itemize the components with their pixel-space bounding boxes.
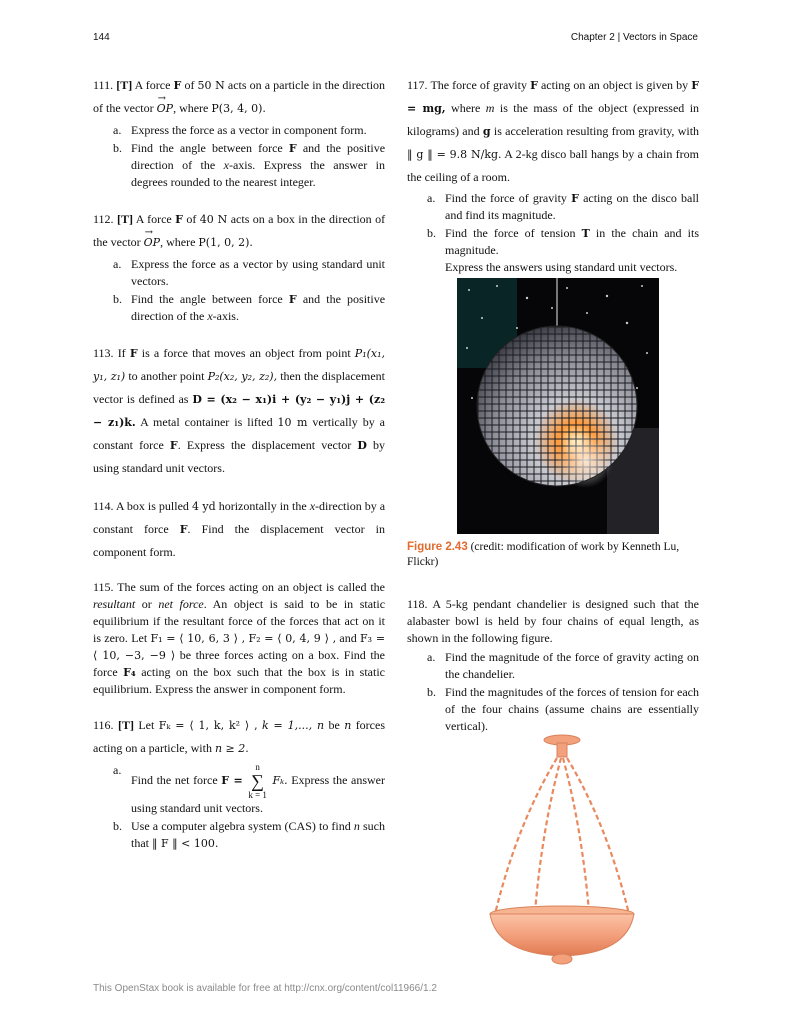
figure-credit: (credit: modification of work by Kenneth Lu, Flickr)	[407, 541, 680, 568]
disco-ball-photo	[457, 278, 659, 534]
subparts	[407, 649, 699, 735]
subparts	[93, 256, 385, 325]
right-column	[407, 74, 699, 974]
exercise-number: 111.	[93, 78, 114, 92]
exercise-number: 118.	[407, 597, 428, 611]
disco-ball-figure	[407, 278, 699, 570]
subparts	[407, 190, 699, 276]
chapter-title: Chapter 2 | Vectors in Space	[570, 32, 698, 43]
subparts	[93, 762, 385, 852]
technology-tag: [T]	[116, 212, 133, 226]
footer-note: This OpenStax book is available for free at http://cnx.org/content/col11966/1.2	[93, 983, 437, 994]
subparts	[93, 122, 385, 191]
page-number: 144	[93, 32, 110, 43]
exercise-number: 112.	[93, 212, 114, 226]
figure-caption	[407, 540, 699, 570]
exercise-111: 111. [T] A force F of 50 N acts on a particle in the direction of the vector → OP, where P(3, 4, 0). a. Express the force as a vector in component form. b. Find the angle between force F and the positive direction of the x-axis. Express the answer in degrees rounded to the nearest integer.	[93, 74, 385, 191]
summation-symbol: n ∑ k = 1	[248, 762, 267, 800]
exercise-115: 115. The sum of the forces acting on an object is called the resultant or net force. An object is said to be in static equilibrium if the resultant force of the forces that act on it is zero. Let F₁ = ⟨ 10, 6, 3 ⟩ , F₂ = ⟨ 0, 4, 9 ⟩ , and F₃ = ⟨ 10, −3, −9 ⟩ be three forces acting on a box. Find the force F₄ acting on the box such that the box is in static equilibrium. Express the answer in component form.	[93, 580, 386, 696]
exercise-number: 117.	[407, 78, 428, 92]
subpart-b: b. Use a computer algebra system (CAS) to find n such that ‖ F ‖ < 100.	[113, 819, 386, 850]
exercise-113: 113. If F is a force that moves an object from point P₁(x₁, y₁, z₁) to another point P₂(x₂, y₂, z₂), then the displacement vector is defined as D = (x₂ − x₁)i + (y₂ − y₁)j + (z₂ − z₁)k. A metal container is lifted 10 m vertically by a constant force F. Express the displacement vector D by using standard unit vectors.	[93, 346, 386, 475]
subpart-b: b. Find the angle between force F and the positive direction of the x-axis.	[113, 292, 386, 323]
subpart-b: b. Find the magnitudes of the forces of tension for each of the four chains (assume chains are essentially vertical).	[427, 685, 699, 733]
subpart-b: b. Find the force of tension T in the chain and its magnitude. Express the answers using standard unit vectors.	[427, 226, 700, 274]
subpart-a: a. Find the net force F = n ∑ k = 1 Fₖ. Express the answer using standard unit vectors.	[113, 762, 385, 815]
exercise-number: 116.	[93, 718, 114, 732]
displacement-formula: D = (x₂ − x₁)i + (y₂ − y₁)j + (z₂ − z₁)k.	[93, 393, 386, 429]
exercise-116: 116. [T] Let Fₖ = ⟨ 1, k, k² ⟩ , k = 1,..., n be n forces acting on a particle, with n ≥ 2. a. Find the net force F = n ∑ k = 1 Fₖ. Express the answer using standard unit vectors. b. Use a computer algebra system (CAS) to find n such that ‖ F ‖ < 100.	[93, 718, 386, 850]
exercise-114: 114. A box is pulled 4 yd horizontally in the x-direction by a constant force F. Find the displacement vector in component form.	[93, 499, 386, 559]
vector-op: → OP	[157, 98, 173, 120]
exercise-118: 118. A 5-kg pendant chandelier is designed such that the alabaster bowl is held by four chains of equal length, as shown in the following figure. a. Find the magnitude of the force of gravity acting on the chandelier. b. Find the magnitudes of the forces of tension for each of the four chains (assume chains are essentially vertical).	[407, 597, 699, 733]
left-column	[93, 74, 385, 853]
subpart-a: a. Express the force as a vector in component form.	[113, 123, 367, 137]
subpart-b: b. Find the angle between force F and the positive direction of the x-axis. Express the answer in degrees rounded to the nearest integer.	[113, 141, 386, 189]
exercise-number: 115.	[93, 580, 114, 594]
figure-label: Figure 2.43	[407, 541, 468, 553]
subpart-a: a. Find the magnitude of the force of gravity acting on the chandelier.	[427, 650, 699, 681]
exercise-number: 114.	[93, 499, 114, 513]
answer-note: Express the answers using standard unit vectors.	[445, 260, 678, 274]
subpart-a: a. Find the force of gravity F acting on the disco ball and find its magnitude.	[427, 191, 699, 222]
exercise-117: 117. The force of gravity F acting on an object is given by F = mg, where m is the mass of the object (expressed in kilograms) and g is acceleration resulting from gravity, with ‖ g ‖ = 9.8 N/kg. A 2-kg disco ball hangs by a chain from the ceiling of a room. a. Find the force of gravity F acting on the disco ball and find its magnitude. b. Find the force of tension T in the chain and its magnitude. Express the answers using standard unit vectors.	[407, 78, 700, 274]
technology-tag: [T]	[117, 718, 134, 732]
subpart-a: a. Express the force as a vector by using standard unit vectors.	[113, 257, 385, 288]
pendant-chandelier-illustration	[477, 734, 647, 974]
exercise-112: 112. [T] A force F of 40 N acts on a box in the direction of the vector → OP, where P(1, 0, 2). a. Express the force as a vector by using standard unit vectors. b. Find the angle between force F and the positive direction of the x-axis.	[93, 208, 385, 325]
technology-tag: [T]	[116, 78, 133, 92]
exercise-number: 113.	[93, 346, 114, 360]
vector-op: → OP	[144, 232, 160, 254]
